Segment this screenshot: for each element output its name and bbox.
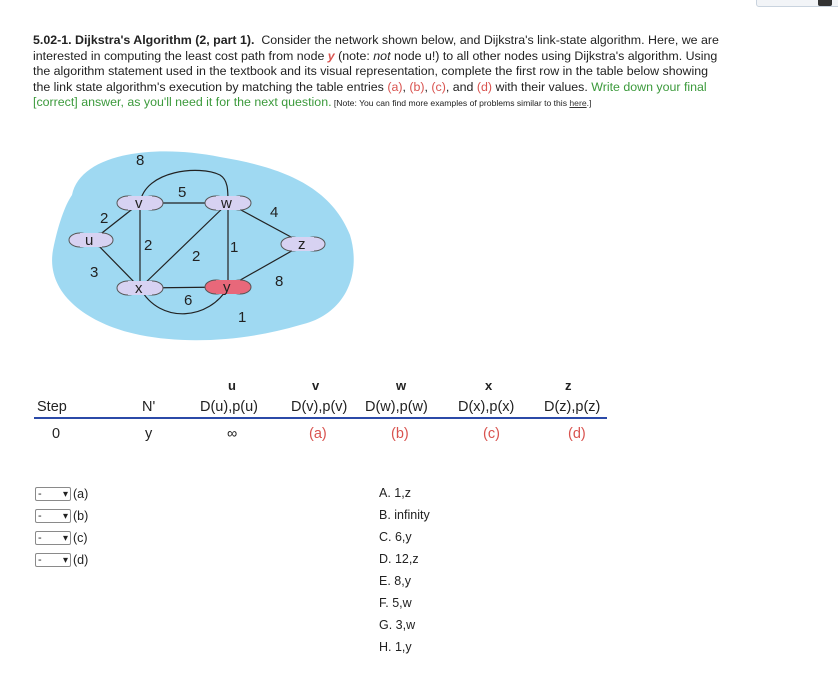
sep: , and — [445, 79, 477, 94]
option-e: E. 8,y — [379, 574, 411, 588]
not-word: not — [373, 48, 391, 63]
entry-d-ref: (d) — [476, 79, 493, 94]
select-value: - — [38, 554, 42, 566]
col-top-x: x — [485, 378, 493, 393]
corner-icon[interactable] — [818, 0, 832, 6]
select-c[interactable] — [35, 531, 71, 545]
select-b[interactable] — [35, 509, 71, 523]
option-a: A. 1,z — [379, 486, 411, 500]
edge-cost-w-y: 1 — [230, 239, 239, 256]
option-f: F. 5,w — [379, 596, 412, 610]
question-body: with their values. — [492, 79, 592, 94]
select-value: - — [38, 532, 42, 544]
question-title: 5.02-1. Dijkstra's Algorithm (2, part 1). — [33, 33, 255, 47]
node-label-z: z — [298, 236, 306, 253]
note-link[interactable]: here — [569, 98, 587, 109]
sep: , — [424, 79, 432, 94]
row-v-entry: (a) — [309, 426, 327, 442]
col-header-z: D(z),p(z) — [544, 399, 601, 415]
edge-cost-u-v: 2 — [100, 210, 109, 227]
dropdown-label-a: (a) — [73, 487, 89, 501]
col-top-w: w — [396, 378, 407, 393]
col-top-u: u — [228, 378, 236, 393]
entry-b-ref: (b) — [409, 79, 425, 94]
answer-dropdown-d — [35, 552, 88, 568]
option-g: G. 3,w — [379, 618, 416, 632]
node-y-ref: y — [327, 48, 335, 63]
select-value: - — [38, 510, 42, 522]
select-d[interactable] — [35, 553, 71, 567]
network-graph — [50, 145, 360, 345]
nprime-header: N' — [142, 399, 156, 415]
question-body: node u!) to all other nodes using Dijkstra's algorithm. Using the algorithm statement used in the textbook and its visual representation, complete the first row in the table below showing the link state algorithm's execution by matching the table entries — [33, 48, 718, 94]
entry-a-ref: (a) — [387, 79, 403, 94]
table-divider — [34, 417, 607, 419]
edge-cost-v-w-top: 8 — [136, 152, 145, 169]
node-label-w: w — [221, 195, 232, 212]
note-text: [Note: You can find more examples of problems similar to this — [331, 98, 570, 109]
sep: , — [402, 79, 410, 94]
node-label-x: x — [135, 280, 143, 297]
node-label-u: u — [85, 232, 94, 249]
edge-cost-y-z: 8 — [275, 273, 284, 290]
green-instruction: Write down your final [correct] answer, as you'll need it for the next question. — [33, 79, 707, 110]
node-label-v: v — [135, 195, 143, 212]
edge-cost-v-x: 2 — [144, 237, 153, 254]
row-z-entry: (d) — [568, 426, 586, 442]
question-body: (note: — [334, 48, 374, 63]
chevron-down-icon: ▾ — [62, 510, 68, 522]
row-w-entry: (b) — [391, 426, 409, 442]
col-top-z: z — [565, 378, 572, 393]
col-header-x: D(x),p(x) — [458, 399, 515, 415]
edge-cost-v-w: 5 — [178, 184, 187, 201]
dropdown-label-c: (c) — [73, 531, 88, 545]
edge-cost-x-y-bottom: 1 — [238, 309, 247, 326]
row-u-value: ∞ — [227, 426, 238, 442]
col-top-v: v — [312, 378, 320, 393]
chevron-down-icon: ▾ — [62, 554, 68, 566]
question-body: Consider the network shown below, and Dijkstra's link-state algorithm. Here, we are interested in computing the least cost path from node — [33, 33, 719, 63]
chevron-down-icon: ▾ — [62, 532, 68, 544]
edge-cost-w-x: 2 — [192, 248, 201, 265]
option-b: B. infinity — [379, 508, 430, 522]
question-text — [33, 33, 723, 112]
node-label-y: y — [223, 279, 231, 296]
select-value: - — [38, 488, 42, 500]
edge-cost-u-x: 3 — [90, 264, 99, 281]
chevron-down-icon: ▾ — [62, 488, 68, 500]
col-header-u: D(u),p(u) — [200, 399, 259, 415]
note-end: .] — [586, 98, 592, 109]
option-d: D. 12,z — [379, 552, 419, 566]
row-step: 0 — [52, 426, 61, 442]
answer-dropdown-a — [35, 486, 88, 502]
select-a[interactable] — [35, 487, 71, 501]
row-x-entry: (c) — [483, 426, 500, 442]
answer-dropdown-c — [35, 530, 88, 546]
option-c: C. 6,y — [379, 530, 412, 544]
col-header-w: D(w),p(w) — [365, 399, 428, 415]
step-header: Step — [37, 399, 67, 415]
option-h: H. 1,y — [379, 640, 412, 654]
dropdown-label-d: (d) — [73, 553, 89, 567]
col-header-v: D(v),p(v) — [291, 399, 348, 415]
edge-cost-w-z: 4 — [270, 204, 279, 221]
edge-cost-x-y: 6 — [184, 292, 193, 309]
answer-dropdown-b — [35, 508, 88, 524]
entry-c-ref: (c) — [431, 79, 446, 94]
dropdown-label-b: (b) — [73, 509, 89, 523]
row-nprime: y — [145, 426, 153, 442]
